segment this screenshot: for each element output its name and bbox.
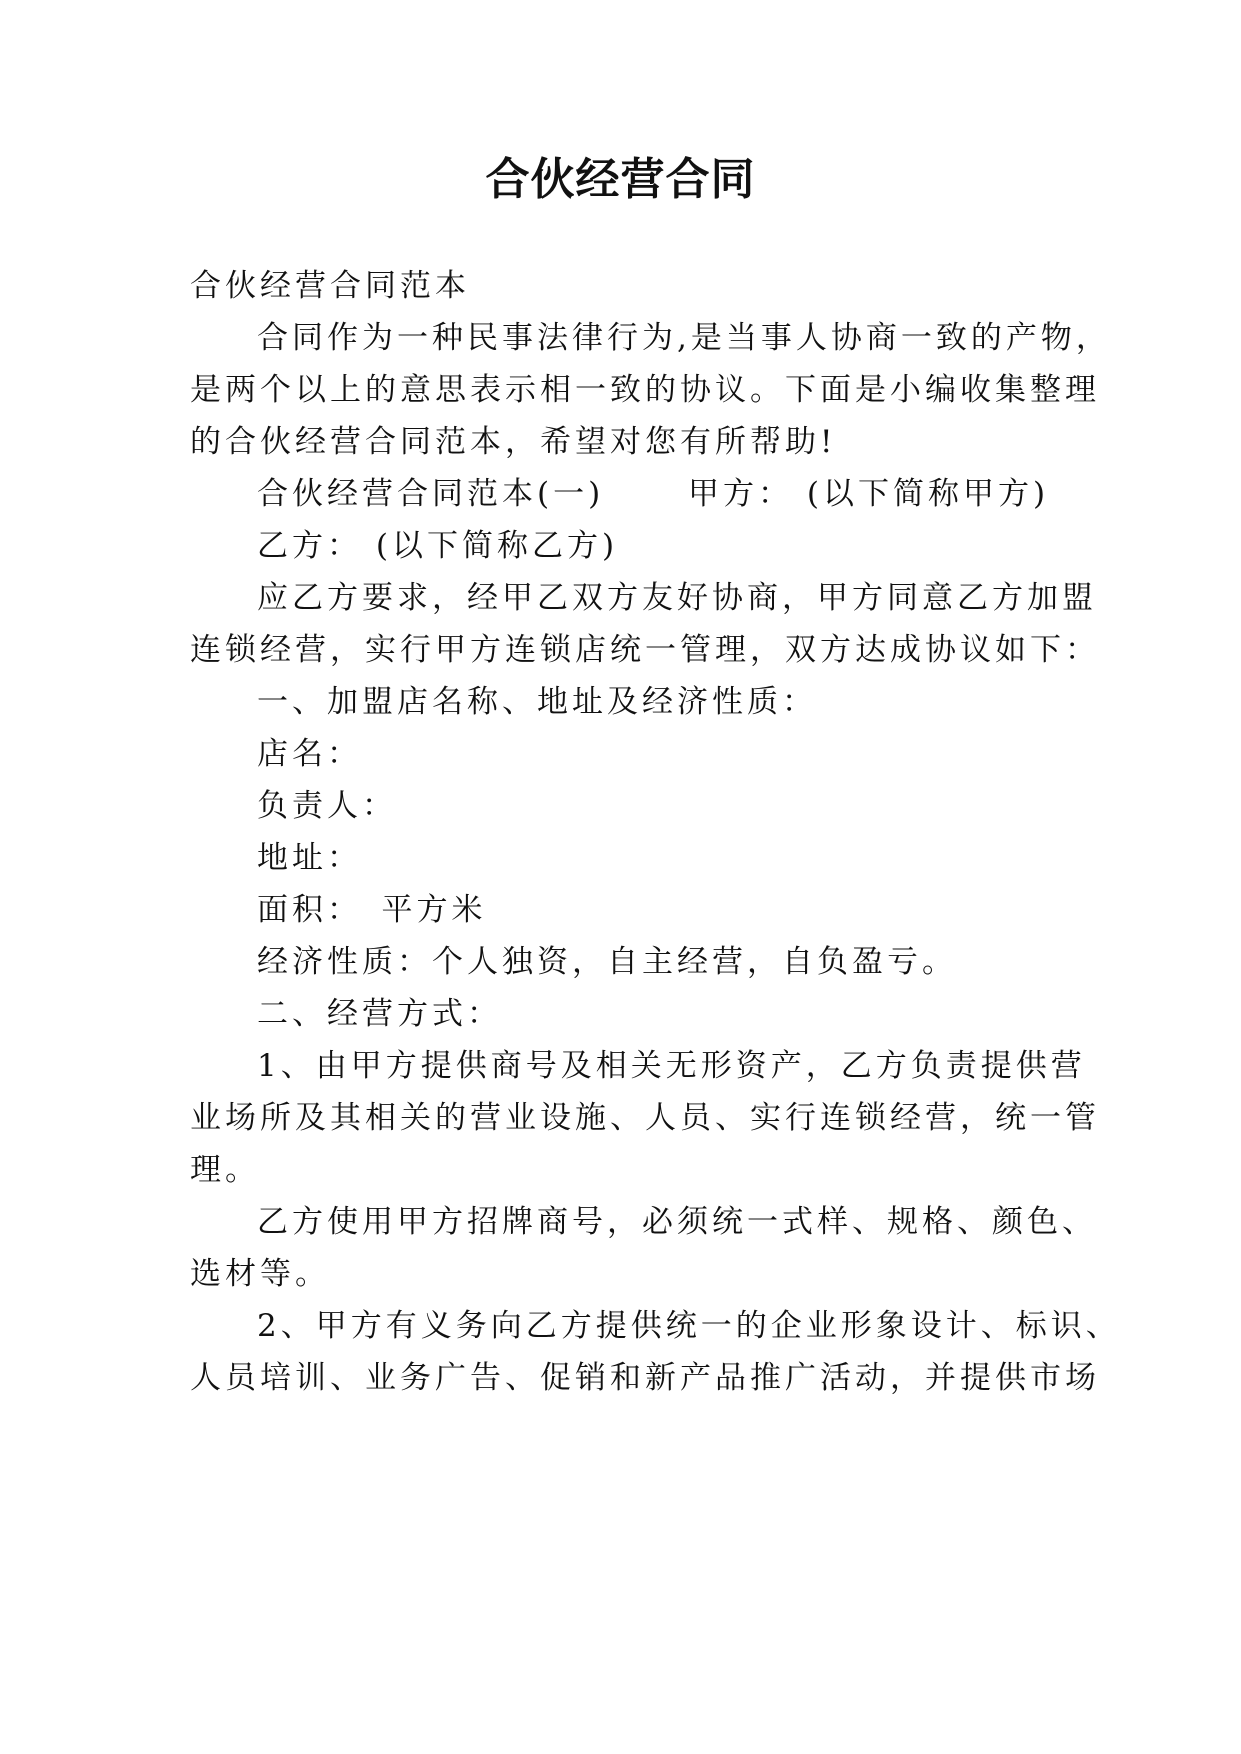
paragraph-line: 1、由甲方提供商号及相关无形资产，乙方负责提供营 — [257, 1048, 1086, 1084]
section-heading: 一、加盟店名称、地址及经济性质： — [257, 684, 817, 720]
paragraph-line: 应乙方要求，经甲乙双方友好协商，甲方同意乙方加盟 — [257, 580, 1097, 616]
paragraph-line: 理。 — [190, 1152, 260, 1188]
field-line: 负责人： — [257, 788, 397, 824]
paragraph-line: 乙方： (以下简称乙方) — [257, 528, 619, 564]
paragraph-line: 乙方使用甲方招牌商号，必须统一式样、规格、颜色、 — [257, 1204, 1097, 1240]
paragraph-line: 选材等。 — [190, 1256, 330, 1292]
paragraph-line: 的合伙经营合同范本，希望对您有所帮助! — [190, 424, 837, 460]
paragraph-line: 合伙经营合同范本(一) 甲方： (以下简称甲方) — [257, 476, 1050, 512]
section-heading: 二、经营方式： — [257, 996, 502, 1032]
field-line: 地址： — [257, 840, 362, 876]
paragraph-line: 是两个以上的意思表示相一致的协议。下面是小编收集整理 — [190, 372, 1100, 408]
paragraph-line: 业场所及其相关的营业设施、人员、实行连锁经营，统一管 — [190, 1100, 1100, 1136]
paragraph-line: 人员培训、业务广告、促销和新产品推广活动，并提供市场 — [190, 1360, 1100, 1396]
field-line: 面积： 平方米 — [257, 892, 487, 928]
subtitle-line: 合伙经营合同范本 — [190, 268, 470, 304]
field-line: 经济性质：个人独资，自主经营，自负盈亏。 — [257, 944, 957, 980]
field-line: 店名： — [257, 736, 362, 772]
paragraph-line: 连锁经营，实行甲方连锁店统一管理，双方达成协议如下： — [190, 632, 1100, 668]
paragraph-line: 合同作为一种民事法律行为,是当事人协商一致的产物， — [257, 320, 1111, 356]
document-title: 合伙经营合同 — [485, 154, 756, 205]
paragraph-line: 2、甲方有义务向乙方提供统一的企业形象设计、标识、 — [257, 1308, 1121, 1344]
